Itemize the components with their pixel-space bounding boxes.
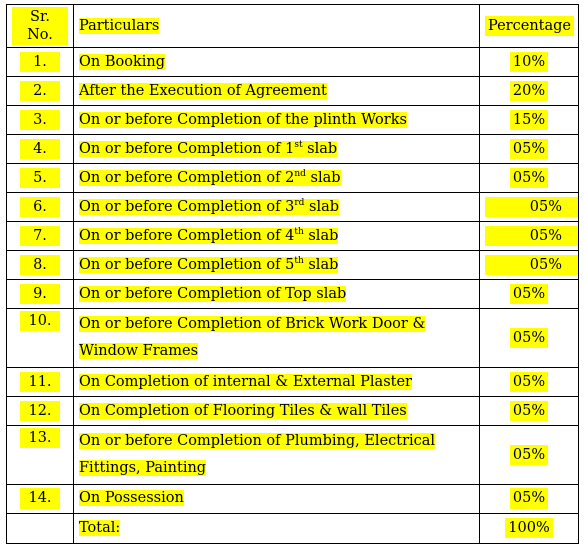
table-row	[7, 309, 579, 368]
header-particulars: Particulars	[74, 5, 480, 48]
total-percentage: 100%	[480, 513, 579, 543]
row-number: 2.	[7, 77, 74, 106]
row-percentage: 05%	[480, 193, 579, 222]
header-percentage: Percentage	[480, 5, 579, 48]
row-percentage: 05%	[480, 367, 579, 396]
row-number: 5.	[7, 164, 74, 193]
row-number: 9.	[7, 280, 74, 309]
row-particulars: On or before Completion of 5th slab	[74, 251, 480, 280]
row-particulars: On or before Completion of 1st slab	[74, 135, 480, 164]
row-percentage: 05%	[480, 135, 579, 164]
header-sr-no: Sr. No.	[7, 5, 74, 48]
table-row	[7, 135, 579, 164]
row-particulars: On Booking	[74, 48, 480, 77]
row-number: 3.	[7, 106, 74, 135]
row-particulars: On or before Completion of Plumbing, Electrical Fittings, Painting	[74, 425, 480, 484]
row-particulars: On or before Completion of 3rd slab	[74, 193, 480, 222]
row-number: 11.	[7, 367, 74, 396]
row-particulars: On Possession	[74, 484, 480, 513]
row-particulars: On or before Completion of 2nd slab	[74, 164, 480, 193]
row-number: 14.	[7, 484, 74, 513]
payment-schedule-table	[6, 4, 579, 544]
total-label: Total:	[74, 513, 480, 543]
row-percentage: 05%	[480, 484, 579, 513]
table-row	[7, 222, 579, 251]
row-percentage: 20%	[480, 77, 579, 106]
row-particulars: On or before Completion of Brick Work Door & Window Frames	[74, 309, 480, 368]
table-row	[7, 396, 579, 425]
row-particulars: On or before Completion of 4th slab	[74, 222, 480, 251]
row-particulars: On or before Completion of Top slab	[74, 280, 480, 309]
row-number: 4.	[7, 135, 74, 164]
row-percentage: 05%	[480, 425, 579, 484]
row-percentage: 15%	[480, 106, 579, 135]
table-row	[7, 251, 579, 280]
row-percentage: 05%	[480, 222, 579, 251]
table-row	[7, 77, 579, 106]
row-percentage: 05%	[480, 309, 579, 368]
header-row	[7, 5, 579, 48]
row-number: 10.	[7, 309, 74, 368]
row-particulars: On or before Completion of the plinth Works	[74, 106, 480, 135]
table-row	[7, 48, 579, 77]
table-row	[7, 193, 579, 222]
table-row	[7, 164, 579, 193]
row-particulars: On Completion of Flooring Tiles & wall Tiles	[74, 396, 480, 425]
row-percentage: 05%	[480, 396, 579, 425]
table-row	[7, 280, 579, 309]
row-number: 8.	[7, 251, 74, 280]
row-number: 13.	[7, 425, 74, 484]
row-number: 1.	[7, 48, 74, 77]
row-percentage: 10%	[480, 48, 579, 77]
row-percentage: 05%	[480, 251, 579, 280]
row-particulars: On Completion of internal & External Plaster	[74, 367, 480, 396]
table-row	[7, 106, 579, 135]
table-row	[7, 484, 579, 513]
row-number: 12.	[7, 396, 74, 425]
row-number: 7.	[7, 222, 74, 251]
row-percentage: 05%	[480, 164, 579, 193]
row-particulars: After the Execution of Agreement	[74, 77, 480, 106]
row-number: 6.	[7, 193, 74, 222]
table-row	[7, 425, 579, 484]
row-percentage: 05%	[480, 280, 579, 309]
table-row	[7, 367, 579, 396]
